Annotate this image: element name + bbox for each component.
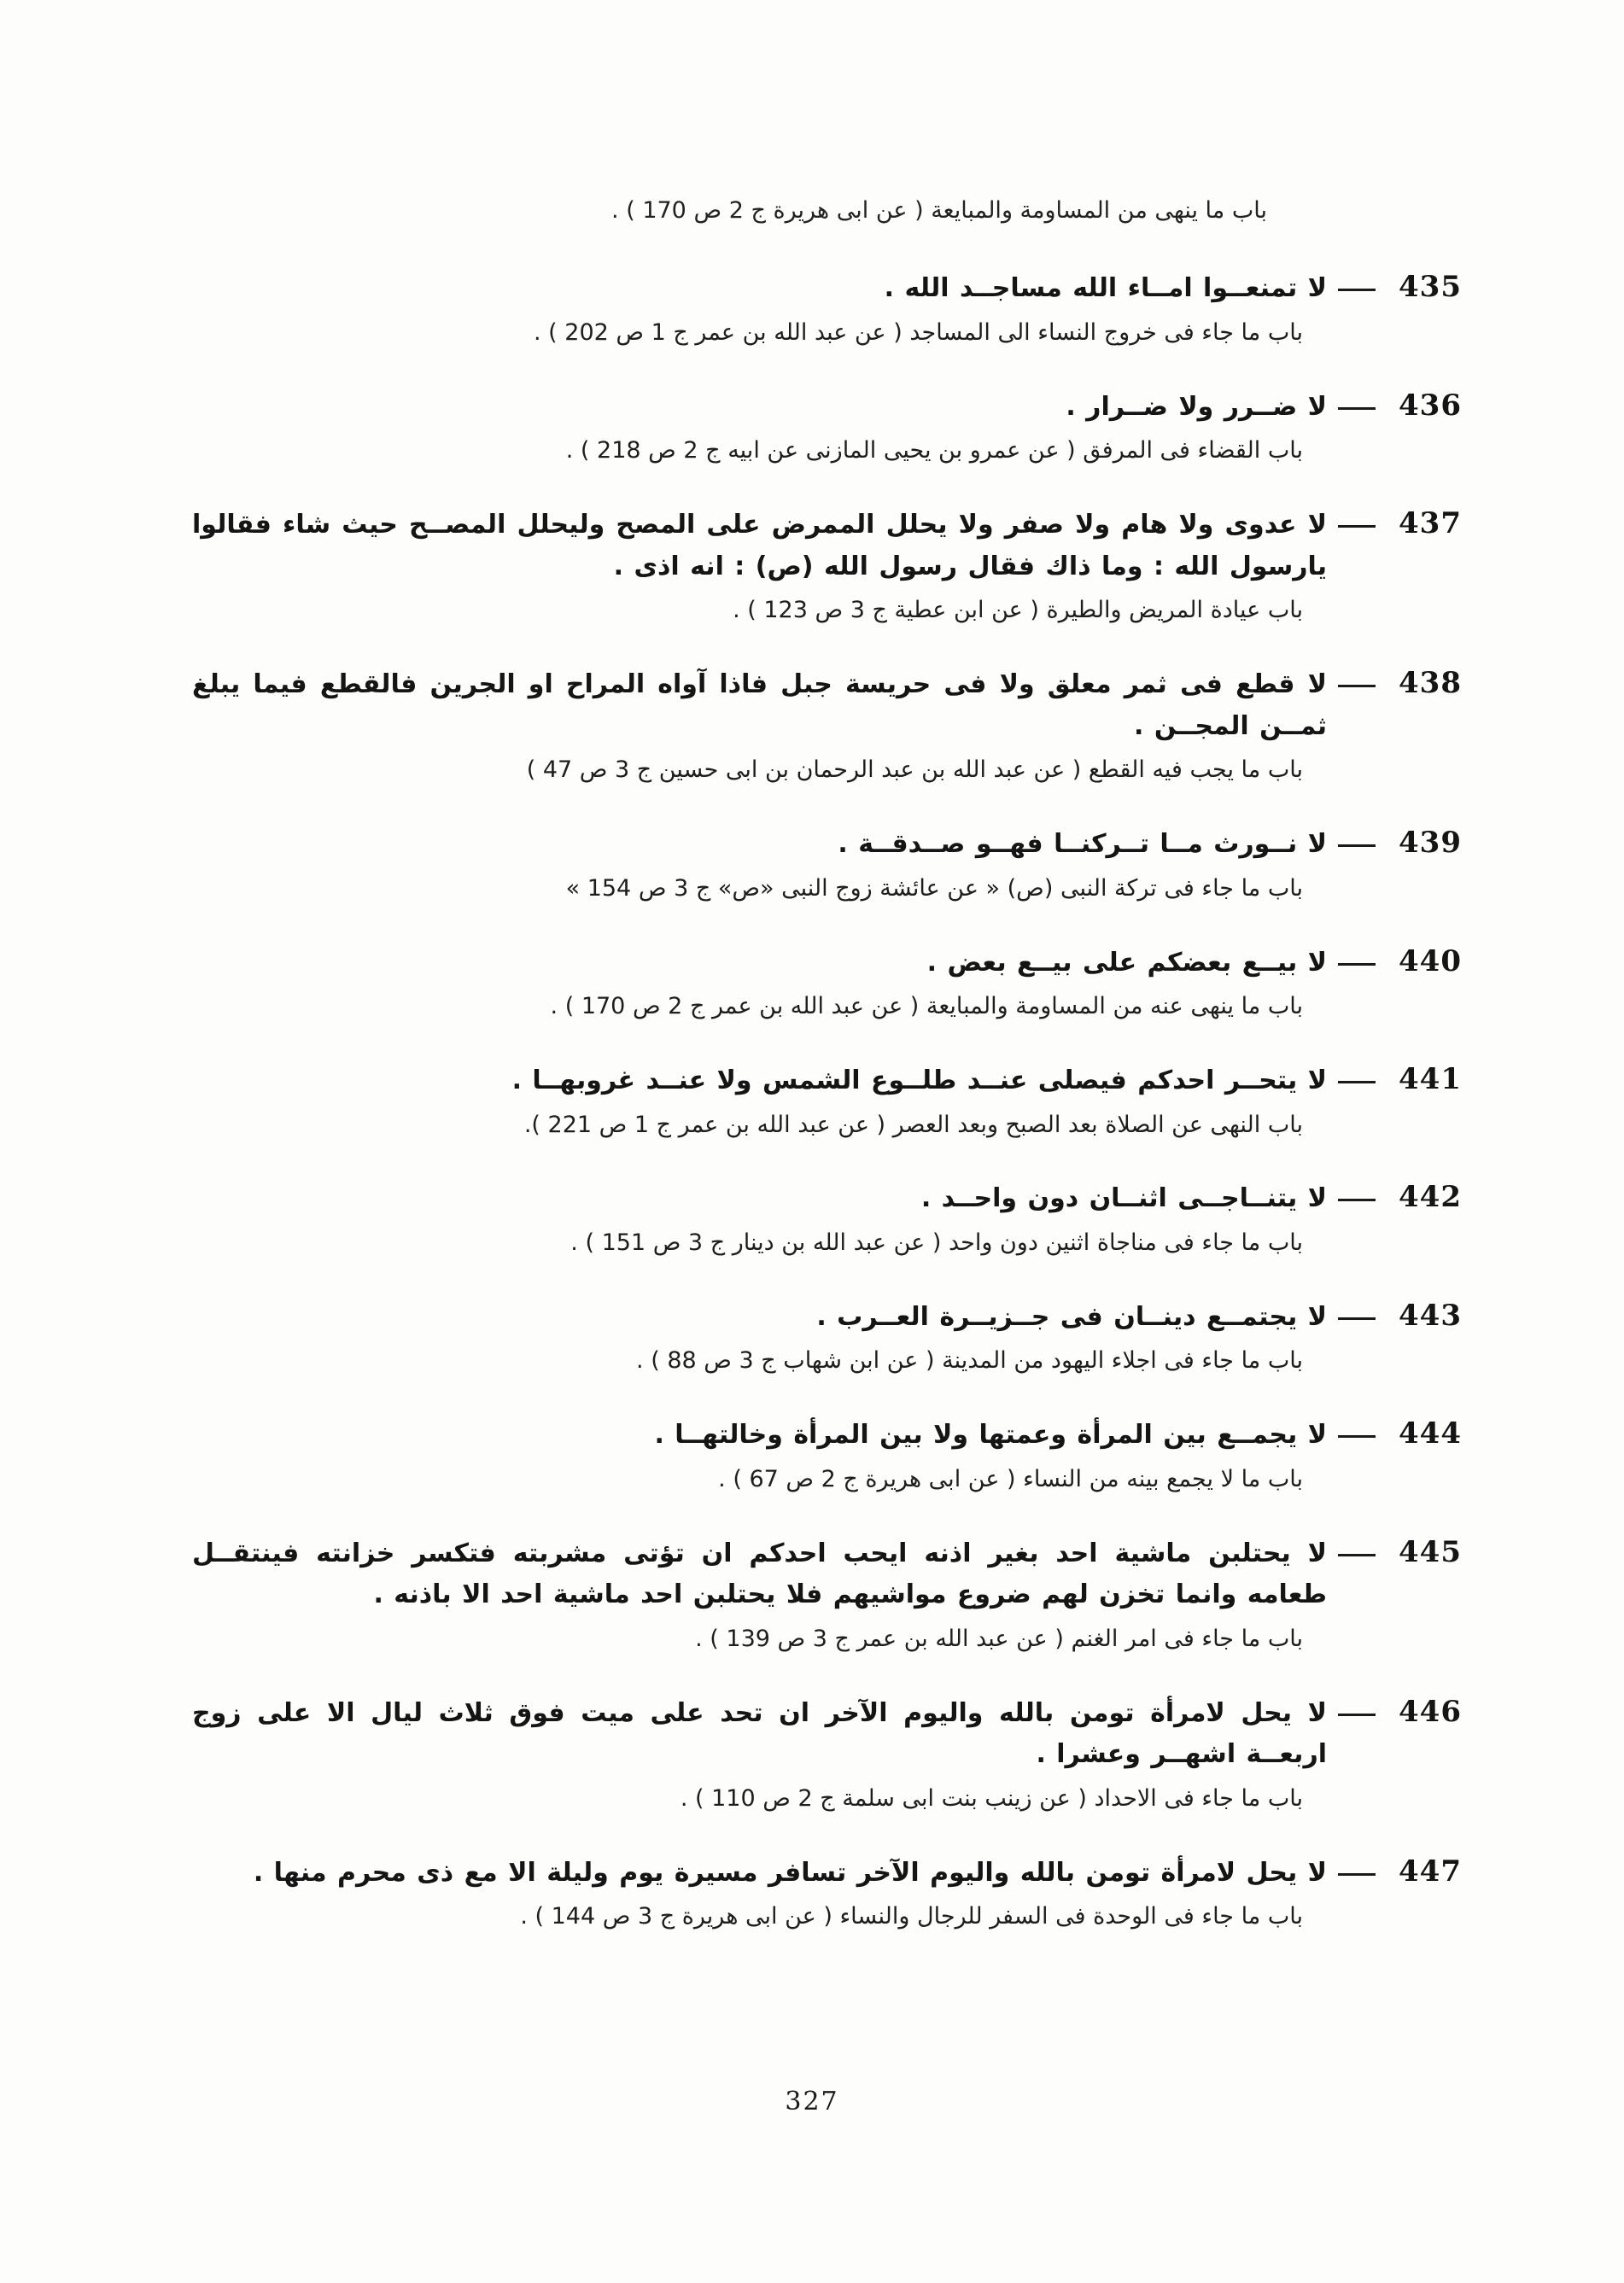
source-line: باب ما جاء فى الوحدة فى السفر للرجال والنساء ( عن ابى هريرة ج 3 ص 144 ) . (520, 1903, 1303, 1930)
entry-body (192, 1178, 1327, 1260)
hadith-text: لا يتحــر احدكم فيصلى عنــد طلــوع الشمس ولا عنــد غروبهــا . (511, 1066, 1327, 1095)
hadith-text: لا يحل لامرأة تومن بالله واليوم الآخر تسافر مسيرة يوم وليلة الا مع ذى محرم منها . (253, 1857, 1327, 1888)
hadith-text: لا يحتلبن ماشية احد بغير اذنه ايحب احدكم ان تؤتى مشربته فتكسر خزانته فينتقــل طعامه وانما تخزن لهم ضروع مواشيهم فلا يحتلبن احد ماشية احد الا باذنه . (192, 1538, 1327, 1610)
hadith-text: لا يجمــع بين المرأة وعمتها ولا بين المرأة وخالتهــا . (654, 1420, 1327, 1451)
continuation-source-line: باب ما ينهى من المساومة والمبايعة ( عن ابى هريرة ج 2 ص 170 ) . (611, 197, 1267, 224)
entry-body (192, 1853, 1327, 1935)
dash-mark (1338, 844, 1376, 847)
hadith-entry (192, 1178, 1462, 1260)
entry-dash (1327, 1297, 1387, 1320)
hadith-entry (192, 268, 1462, 350)
entry-number: 438 (1399, 666, 1462, 701)
entry-number: 446 (1399, 1694, 1462, 1729)
entry-body (192, 1533, 1327, 1657)
dash-mark (1338, 685, 1376, 687)
entry-number: 447 (1399, 1854, 1462, 1889)
entry-number: 444 (1399, 1416, 1462, 1451)
dash-mark (1338, 1554, 1376, 1556)
hadith-text: لا يحل لامرأة تومن بالله واليوم الآخر ان تحد على ميت فوق ثلاث ليال الا على زوج اربعــة اشهــر وعشرا . (192, 1697, 1327, 1770)
source-line: باب ما جاء فى مناجاة اثنين دون واحد ( عن عبد الله بن دينار ج 3 ص 151 ) . (570, 1229, 1303, 1257)
page-content (192, 192, 1462, 1971)
entry-dash (1327, 824, 1387, 847)
source-line: باب عيادة المريض والطيرة ( عن ابن عطية ج 3 ص 123 ) . (733, 597, 1303, 624)
hadith-text: لا نــورث مــا تــركنــا فهــو صــدقــة . (838, 829, 1327, 860)
hadith-entry (192, 824, 1462, 906)
hadith-entry (192, 1853, 1462, 1935)
entry-number: 436 (1399, 388, 1462, 423)
entry-body (192, 943, 1327, 1025)
source-line: باب ما جاء فى امر الغنم ( عن عبد الله بن عمر ج 3 ص 139 ) . (695, 1625, 1303, 1652)
hadith-entry (192, 1415, 1462, 1497)
hadith-entry (192, 1060, 1462, 1142)
source-line: باب ما يجب فيه القطع ( عن عبد الله بن عبد الرحمان بن ابى حسين ج 3 ص 47 ) (526, 756, 1303, 784)
entry-number: 435 (1399, 270, 1462, 305)
dash-mark (1338, 1873, 1376, 1876)
hadith-text: لا تمنعــوا امــاء الله مساجــد الله . (884, 273, 1327, 304)
entry-dash (1327, 1693, 1387, 1716)
page-number: 327 (785, 2087, 839, 2117)
source-line: باب ما ينهى عنه من المساومة والمبايعة ( عن عبد الله بن عمر ج 2 ص 170 ) . (550, 993, 1303, 1020)
entry-body (192, 1415, 1327, 1497)
hadith-text: لا ضــرر ولا ضــرار . (1066, 391, 1327, 422)
dash-mark (1338, 1081, 1376, 1083)
dash-mark (1338, 407, 1376, 410)
entry-number: 443 (1399, 1298, 1462, 1333)
hadith-text: لا يجتمــع دينــان فى جــزيــرة العــرب . (816, 1301, 1327, 1332)
hadith-text: لا عدوى ولا هام ولا صفر ولا يحلل الممرض على المصح وليحلل المصــح حيث شاء فقالوا يارسول الله : وما ذاك فقال رسول الله (ص) : انه اذى . (192, 510, 1327, 581)
hadith-entry (192, 664, 1462, 788)
entry-body (192, 268, 1327, 350)
dash-mark (1338, 525, 1376, 528)
hadith-text: لا يتنــاجــى اثنــان دون واحــد . (920, 1183, 1327, 1214)
entry-dash (1327, 1178, 1387, 1201)
entry-body (192, 1693, 1327, 1817)
entry-dash (1327, 1415, 1387, 1438)
hadith-entry (192, 943, 1462, 1025)
source-line: باب ما جاء فى خروج النساء الى المساجد ( عن عبد الله بن عمر ج 1 ص 202 ) . (533, 318, 1303, 346)
hadith-text: لا بيــع بعضكم على بيــع بعض . (926, 947, 1327, 978)
entry-body (192, 387, 1327, 469)
dash-mark (1338, 1199, 1376, 1201)
entry-dash (1327, 664, 1387, 687)
dash-mark (1338, 289, 1376, 291)
entry-dash (1327, 1060, 1387, 1083)
entry-number: 445 (1399, 1534, 1462, 1569)
entry-number: 442 (1399, 1180, 1462, 1215)
entry-number: 439 (1399, 826, 1462, 861)
source-line: باب ما جاء فى تركة النبى (ص) « عن عائشة زوج النبى «ص» ج 3 ص 154 » (565, 874, 1303, 902)
entry-dash (1327, 268, 1387, 291)
entry-dash (1327, 1853, 1387, 1876)
source-line: باب ما لا يجمع بينه من النساء ( عن ابى هريرة ج 2 ص 67 ) . (718, 1465, 1303, 1492)
entry-body (192, 1297, 1327, 1379)
source-line: باب النهى عن الصلاة بعد الصبح وبعد العصر ( عن عبد الله بن عمر ج 1 ص 221 ). (523, 1111, 1303, 1138)
entry-body (192, 505, 1327, 628)
hadith-entry (192, 1533, 1462, 1657)
dash-mark (1338, 1714, 1376, 1716)
entry-dash (1327, 387, 1387, 410)
entry-dash (1327, 505, 1387, 528)
entry-body (192, 1060, 1327, 1142)
dash-mark (1338, 963, 1376, 966)
entry-number: 437 (1399, 506, 1462, 541)
hadith-entry (192, 505, 1462, 628)
hadith-entry (192, 1693, 1462, 1817)
entry-dash (1327, 1533, 1387, 1556)
source-line: باب القضاء فى المرفق ( عن عمرو بن يحيى المازنى عن ابيه ج 2 ص 218 ) . (565, 437, 1303, 464)
dash-mark (1338, 1317, 1376, 1320)
entry-number: 441 (1399, 1062, 1462, 1096)
dash-mark (1338, 1435, 1376, 1438)
entry-number: 440 (1399, 943, 1462, 978)
entry-body (192, 824, 1327, 906)
source-line: باب ما جاء فى الاحداد ( عن زينب بنت ابى سلمة ج 2 ص 110 ) . (680, 1784, 1303, 1812)
hadith-text: لا قطع فى ثمر معلق ولا فى حريسة جبل فاذا آواه المراح او الجرين فالقطع فيما يبلغ ثمــن المجــن . (192, 669, 1327, 741)
entry-body (192, 664, 1327, 788)
hadith-entry (192, 1297, 1462, 1379)
entry-dash (1327, 943, 1387, 966)
hadith-entry (192, 387, 1462, 469)
source-line: باب ما جاء فى اجلاء اليهود من المدينة ( عن ابن شهاب ج 3 ص 88 ) . (636, 1347, 1303, 1375)
